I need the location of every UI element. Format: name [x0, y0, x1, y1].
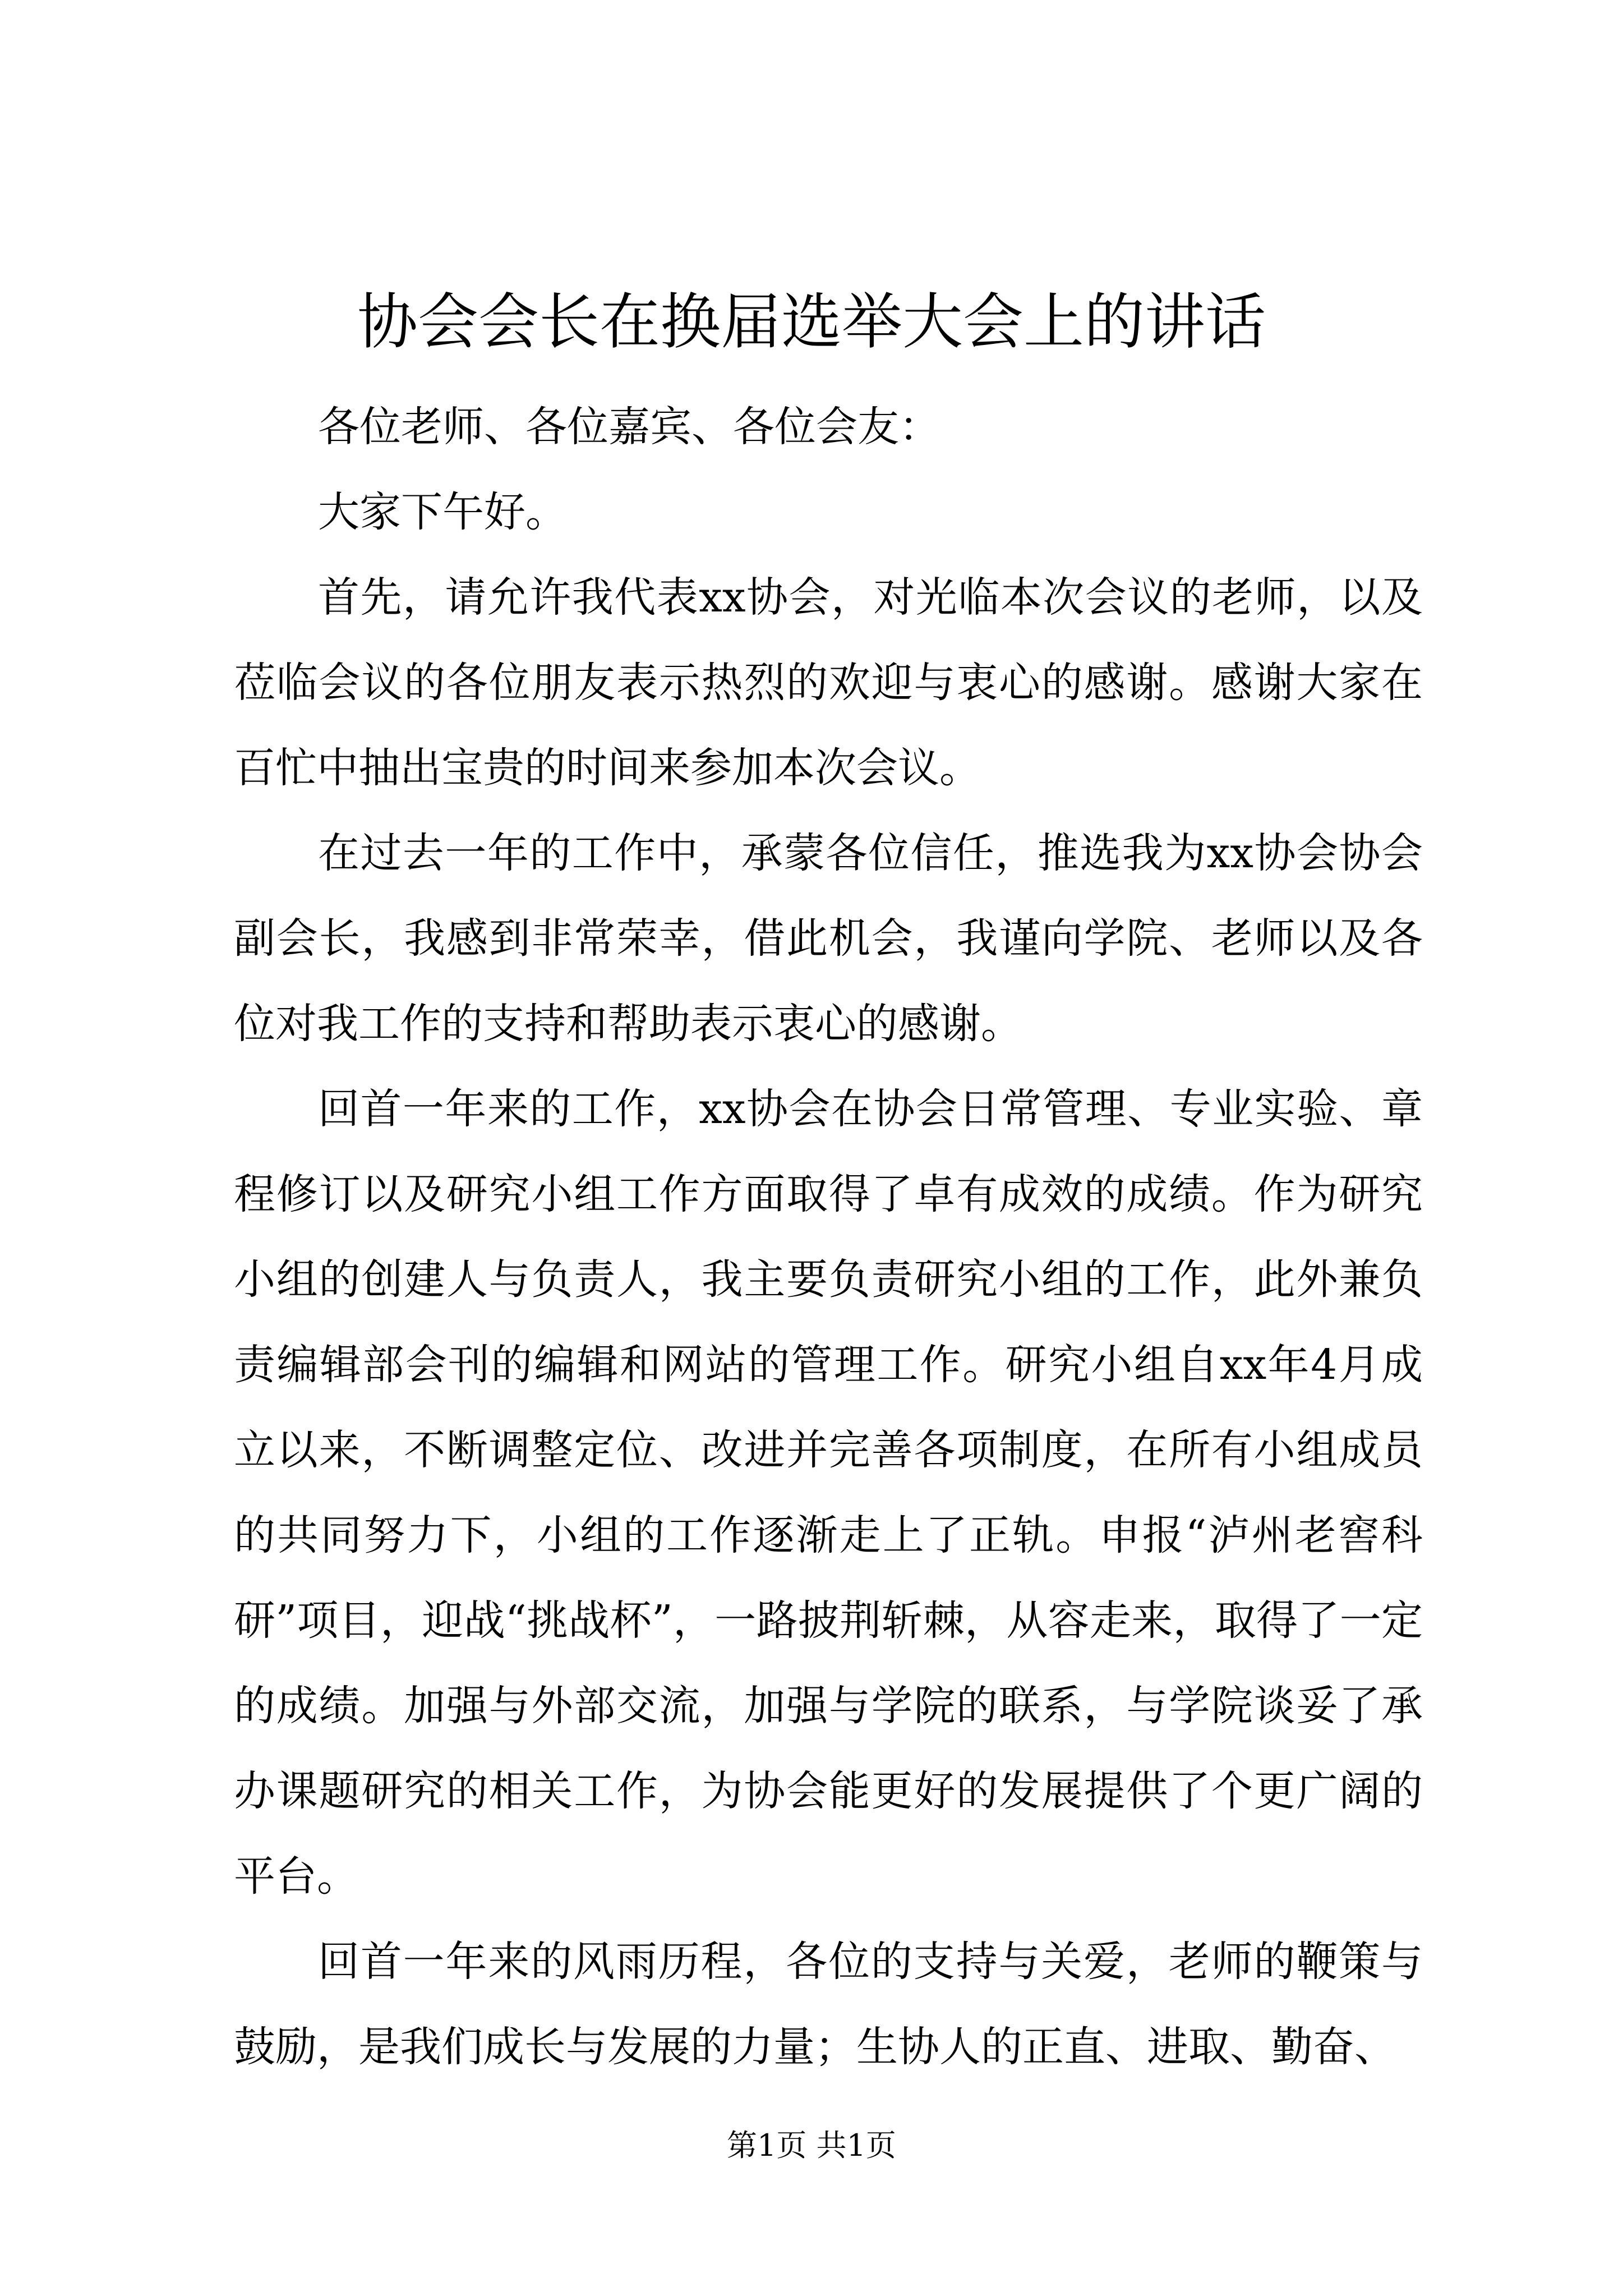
paragraph-greeting: 大家下午好。: [318, 488, 567, 536]
page-number-footer: 第1页 共1页: [727, 2128, 896, 2163]
paragraph-work-review: 回首一年来的工作，xx协会在协会日常管理、专业实验、章程修订以及研究小组工作方面取得了卓有成效的成绩。作为研究小组的创建人与负责人，我主要负责研究小组的工作，此外兼负责编辑部会刊的编辑和网站的管理工作。研究小组自xx年4月成立以来，不断调整定位、改进并完善各项制度，在所有小组成员的共同努力下，小组的工作逐渐走上了正轨。申报“泸州老窖科研”项目，迎战“挑战杯”，一路披荆斩棘，从容走来，取得了一定的成绩。加强与外部交流，加强与学院的联系，与学院谈妥了承办课题研究的相关工作，为协会能更好的发展提供了个更广阔的平台。: [234, 1085, 1423, 1901]
paragraph-thanks: 在过去一年的工作中，承蒙各位信任，推选我为xx协会协会副会长，我感到非常荣幸，借此机会，我谨向学院、老师以及各位对我工作的支持和帮助表示衷心的感谢。: [234, 829, 1423, 1048]
paragraph-salutation: 各位老师、各位嘉宾、各位会友：: [318, 403, 940, 451]
document-body: [234, 384, 1423, 2090]
document-title: 协会会长在换届选举大会上的讲话: [357, 287, 1266, 357]
paragraph-reflection: 回首一年来的风雨历程，各位的支持与关爱，老师的鞭策与鼓励，是我们成长与发展的力量；生协人的正直、进取、勤奋、: [234, 1938, 1423, 2071]
paragraph-welcome: 首先，请允许我代表xx协会，对光临本次会议的老师，以及莅临会议的各位朋友表示热烈的欢迎与衷心的感谢。感谢大家在百忙中抽出宝贵的时间来参加本次会议。: [234, 573, 1423, 792]
